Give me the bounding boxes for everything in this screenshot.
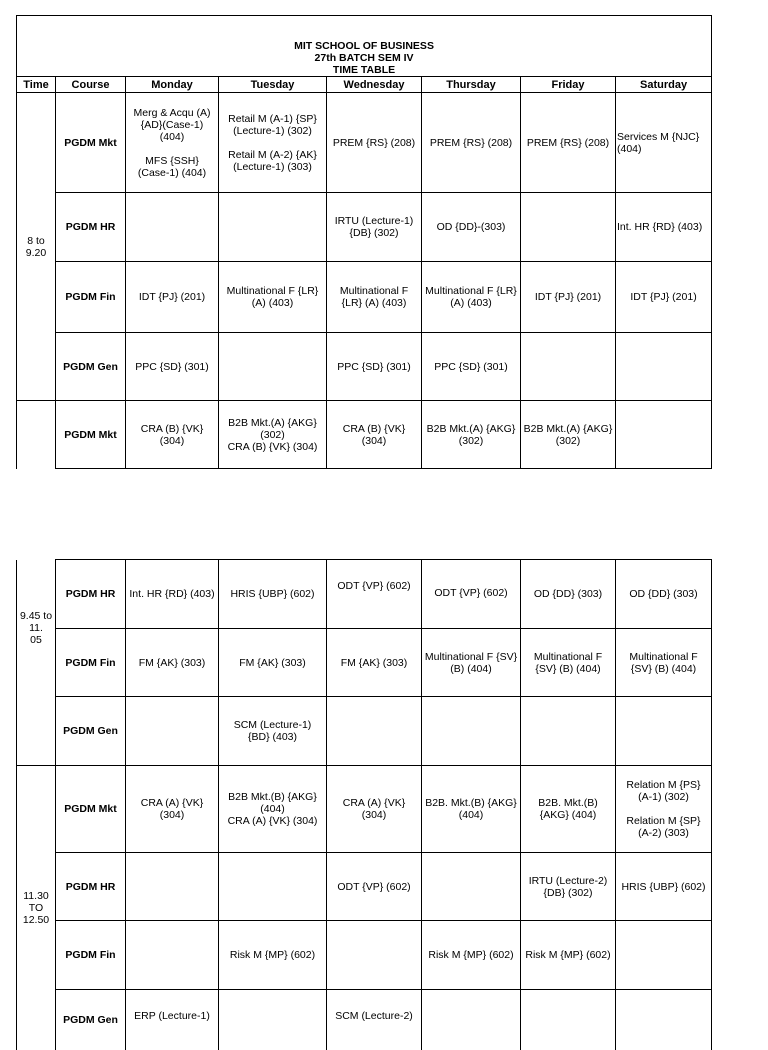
time-line: 05 (30, 633, 42, 646)
class-cell (616, 853, 712, 921)
class-cell (219, 560, 327, 629)
class-line: (A) (403) (251, 297, 294, 309)
class-line: B2B. Mkt.(B) {AKG} (425, 797, 517, 809)
course-cell: PGDM HR (56, 560, 126, 629)
class-cell (126, 921, 219, 990)
class-line: PPC {SD} (301) (337, 360, 411, 373)
class-line: CRA (B) {VK} (304) (227, 440, 318, 453)
class-cell (616, 401, 712, 469)
class-line: (Case-1) (404) (137, 166, 207, 179)
class-cell (327, 262, 422, 333)
class-cell (327, 853, 422, 921)
class-line: HRIS {UBP} (602) (230, 588, 315, 600)
batch-name: 27th BATCH SEM IV (314, 52, 414, 64)
column-header-time: Time (17, 77, 56, 93)
column-header-monday: Monday (126, 77, 219, 93)
course-cell: PGDM Mkt (56, 93, 126, 193)
class-line: B2B. Mkt.(B) (538, 797, 598, 809)
class-line: FM {AK} (303) (138, 656, 206, 669)
course-cell: PGDM HR (56, 193, 126, 262)
course-cell: PGDM Fin (56, 921, 126, 990)
class-line: Multinational F {SV} (424, 650, 518, 663)
class-line: Multinational F (533, 650, 603, 663)
class-line: MFS {SSH} (145, 154, 199, 167)
class-cell (521, 93, 616, 193)
class-line: CRA (A) {VK} (304) (227, 815, 318, 827)
class-cell (327, 193, 422, 262)
class-cell (327, 401, 422, 469)
class-line: FM {AK} (303) (239, 656, 306, 669)
class-line: (A) (403) (450, 297, 492, 309)
class-line: (304) (361, 434, 387, 447)
course-cell: PGDM Gen (56, 697, 126, 766)
class-line: (304) (361, 809, 387, 821)
class-line: B2B Mkt.(A) {AKG} (523, 422, 613, 435)
class-cell (327, 93, 422, 193)
course-cell: PGDM Mkt (56, 401, 126, 469)
class-line: FM {AK} (303) (340, 656, 408, 669)
class-line: Relation M {PS} (626, 779, 701, 791)
class-cell (521, 766, 616, 853)
class-line: {AD}(Case-1) (140, 118, 204, 131)
class-cell (219, 93, 327, 193)
class-cell (616, 697, 712, 766)
class-line: OD {DD} (303) (533, 588, 603, 600)
course-cell: PGDM Gen (56, 333, 126, 401)
class-cell (616, 333, 712, 401)
class-line: {DB} (302) (543, 886, 593, 899)
document-title: TIME TABLE (332, 64, 396, 76)
timetable-header (17, 16, 712, 77)
time-slot-cell (17, 560, 56, 766)
class-cell (521, 921, 616, 990)
class-cell (616, 93, 712, 193)
class-cell (422, 193, 521, 262)
class-cell (521, 333, 616, 401)
class-cell (327, 629, 422, 697)
class-cell (219, 262, 327, 333)
course-cell: PGDM HR (56, 853, 126, 921)
class-cell (616, 560, 712, 629)
class-line: Multinational F (339, 285, 409, 297)
class-cell (219, 921, 327, 990)
time-slot-cell (17, 401, 56, 469)
timetable-page-2 (16, 559, 712, 1050)
class-cell (219, 697, 327, 766)
class-cell (126, 333, 219, 401)
class-cell (616, 193, 712, 262)
class-cell (126, 990, 219, 1050)
class-cell (521, 990, 616, 1050)
class-cell (219, 333, 327, 401)
class-line: CRA (B) {VK} (342, 422, 406, 435)
time-line: 12.50 (22, 913, 50, 926)
class-line: CRA (A) {VK} (342, 797, 406, 809)
class-line: (B) (404) (450, 662, 492, 675)
class-line: Merg & Acqu (A) (133, 106, 211, 119)
class-line: Retail M (A-2) {AK} (228, 148, 317, 161)
class-line: (404) (159, 130, 185, 143)
class-line: Multinational F {LR} (226, 285, 319, 297)
class-cell (616, 629, 712, 697)
class-cell (126, 193, 219, 262)
class-cell (616, 921, 712, 990)
column-header-tuesday: Tuesday (219, 77, 327, 93)
class-cell (521, 697, 616, 766)
class-line: Relation M {SP} (626, 815, 701, 827)
class-line: PPC {SD} (301) (434, 360, 508, 373)
course-cell: PGDM Gen (56, 990, 126, 1050)
course-cell: PGDM Fin (56, 262, 126, 333)
class-cell (327, 990, 422, 1050)
class-line: (Lecture-1) (302) (233, 124, 312, 137)
class-cell (219, 401, 327, 469)
class-cell (126, 853, 219, 921)
class-line: (302) (260, 428, 285, 441)
class-cell (616, 990, 712, 1050)
class-cell (219, 990, 327, 1050)
class-line: (A-1) (302) (638, 791, 689, 803)
class-line: IRTU (Lecture-1) (334, 215, 414, 227)
class-line: IDT {PJ} (201) (630, 291, 697, 303)
class-cell (422, 921, 521, 990)
class-line: IRTU (Lecture-2) (528, 874, 608, 887)
column-header-saturday: Saturday (616, 77, 712, 93)
class-cell (422, 333, 521, 401)
class-line: (304) (159, 434, 185, 447)
class-line: ODT {VP} (602) (337, 880, 411, 893)
class-cell (126, 766, 219, 853)
class-cell (126, 629, 219, 697)
class-line: (404) (260, 803, 285, 815)
class-line: Risk M {MP} (602) (525, 949, 611, 961)
line-gap (220, 137, 325, 149)
class-cell (521, 401, 616, 469)
course-cell: PGDM Fin (56, 629, 126, 697)
time-line: 11.30 (23, 889, 49, 902)
class-line: B2B Mkt.(B) {AKG} (228, 791, 317, 803)
time-line: 11. (29, 621, 43, 634)
class-cell (422, 401, 521, 469)
class-line: ODT {VP} (602) (434, 587, 508, 599)
class-cell (422, 853, 521, 921)
class-cell (422, 560, 521, 629)
time-line: TO (28, 901, 44, 914)
time-slot-cell (17, 93, 56, 401)
class-line: (302) (555, 434, 581, 447)
class-line: {LR} (A) (403) (341, 297, 407, 309)
school-name: MIT SCHOOL OF BUSINESS (294, 40, 434, 52)
class-cell (219, 766, 327, 853)
class-line: (302) (458, 434, 484, 447)
class-line: Multinational F {LR} (425, 285, 517, 297)
class-cell (219, 193, 327, 262)
class-line: {SV} (B) (404) (630, 662, 697, 675)
class-line: Retail M (A-1) {SP} (228, 112, 317, 125)
class-line: Services M {NJC} (617, 130, 700, 143)
class-line: (404) (458, 809, 484, 821)
class-cell (422, 697, 521, 766)
line-gap (617, 803, 710, 815)
class-line: SCM (Lecture-1) (233, 719, 312, 731)
class-line: CRA (B) {VK} (140, 422, 204, 435)
class-line: Int. HR {RD} (403) (129, 588, 215, 600)
class-line: PPC {SD} (301) (135, 360, 209, 373)
class-line: {SV} (B) (404) (535, 662, 601, 675)
class-line: {AKG} (404) (539, 809, 597, 821)
class-cell (422, 262, 521, 333)
class-line: {BD} (403) (247, 731, 298, 743)
class-line: SCM (Lecture-2) (335, 1010, 413, 1022)
class-line: IDT {PJ} (201) (138, 291, 206, 303)
class-line: ERP (Lecture-1) (134, 1010, 210, 1022)
line-gap (127, 143, 217, 155)
class-cell (126, 560, 219, 629)
class-cell (422, 766, 521, 853)
class-cell (422, 629, 521, 697)
class-cell (126, 93, 219, 193)
class-cell (327, 333, 422, 401)
class-cell (422, 93, 521, 193)
class-line: Multinational F (629, 650, 698, 663)
class-line: PREM {RS} (208) (526, 136, 610, 149)
course-cell: PGDM Mkt (56, 766, 126, 853)
timetable-page-1 (16, 15, 712, 469)
class-cell (219, 853, 327, 921)
class-cell (327, 766, 422, 853)
class-line: B2B Mkt.(A) {AKG} (228, 416, 317, 429)
time-line: 9.45 to (19, 609, 53, 622)
class-line: PREM {RS} (208) (429, 136, 513, 149)
class-line: Int. HR {RD} (403) (617, 221, 703, 233)
column-header-friday: Friday (521, 77, 616, 93)
class-cell (126, 401, 219, 469)
class-cell (126, 262, 219, 333)
class-line: (Lecture-1) (303) (233, 160, 312, 173)
class-cell (616, 766, 712, 853)
class-cell (521, 853, 616, 921)
class-line: ODT {VP} (602) (337, 580, 411, 592)
class-line: CRA (A) {VK} (140, 797, 204, 809)
class-cell (521, 262, 616, 333)
time-line: 9.20 (25, 246, 47, 259)
class-cell (219, 629, 327, 697)
class-line: (304) (159, 809, 185, 821)
class-line: Risk M {MP} (602) (229, 949, 316, 961)
class-line: Risk M {MP} (602) (428, 949, 514, 961)
class-line: PREM {RS} (208) (332, 136, 416, 149)
class-line: (404) (617, 142, 642, 155)
class-line: HRIS {UBP} (602) (621, 880, 706, 893)
class-cell (327, 560, 422, 629)
class-cell (327, 697, 422, 766)
class-line: OD {DD} (303) (629, 588, 698, 600)
class-line: B2B Mkt.(A) {AKG} (426, 422, 516, 435)
column-header-wednesday: Wednesday (327, 77, 422, 93)
class-line: IDT {PJ} (201) (534, 291, 602, 303)
time-slot-cell (17, 766, 56, 1050)
class-line: {DB} (302) (349, 227, 399, 239)
class-cell (616, 262, 712, 333)
class-line: OD {DD}-(303) (436, 221, 506, 233)
class-cell (521, 560, 616, 629)
class-cell (126, 697, 219, 766)
time-line: 8 to (27, 234, 45, 247)
class-line: (A-2) (303) (638, 827, 689, 839)
class-cell (521, 193, 616, 262)
class-cell (327, 921, 422, 990)
column-header-thursday: Thursday (422, 77, 521, 93)
class-cell (521, 629, 616, 697)
class-cell (422, 990, 521, 1050)
column-header-course: Course (56, 77, 126, 93)
